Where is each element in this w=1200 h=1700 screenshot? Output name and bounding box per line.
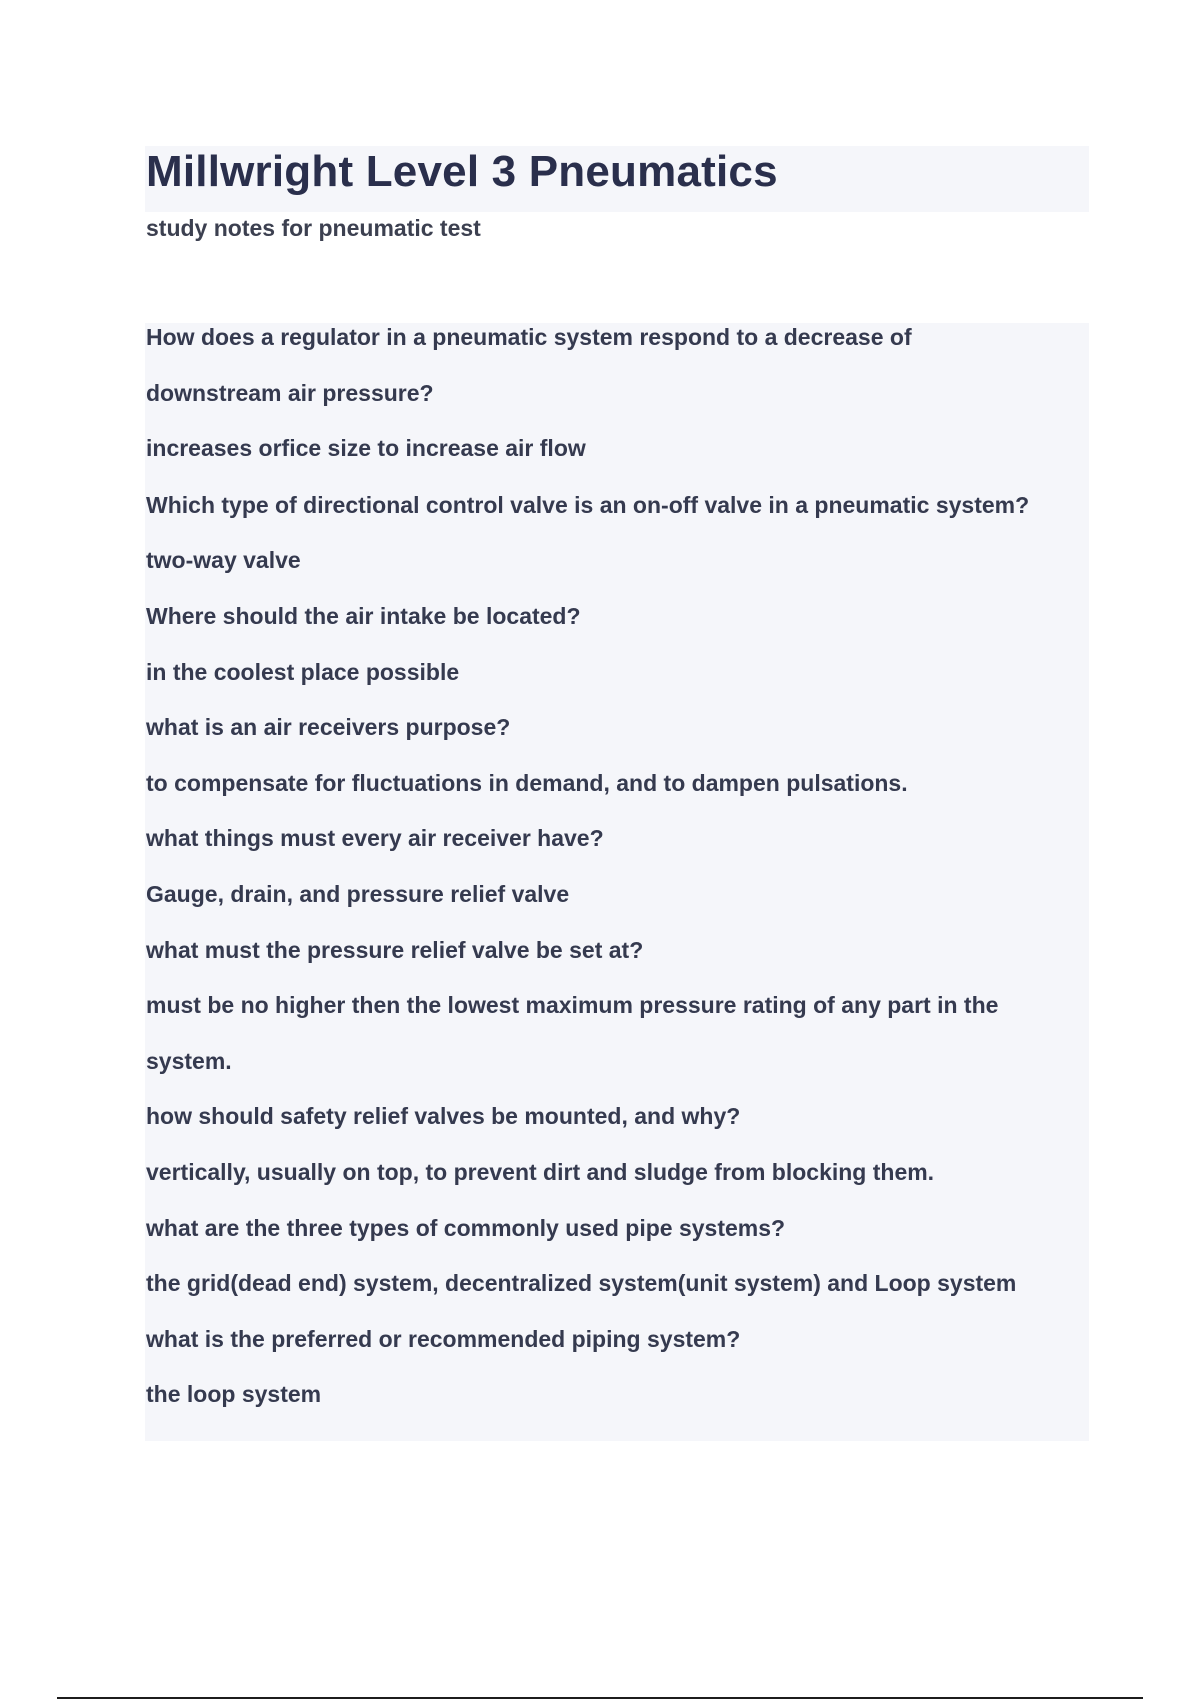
document-title: Millwright Level 3 Pneumatics [146, 147, 778, 196]
question-line: Where should the air intake be located? [146, 603, 581, 629]
answer-line: the loop system [146, 1381, 322, 1407]
answer-line: in the coolest place possible [146, 659, 460, 685]
question-line: what are the three types of commonly used pipe systems? [146, 1215, 786, 1241]
answer-line: system. [146, 1048, 232, 1074]
question-line: how should safety relief valves be mounted, and why? [146, 1103, 741, 1129]
answer-line: to compensate for fluctuations in demand, and to dampen pulsations. [146, 770, 908, 796]
question-line: what is an air receivers purpose? [146, 714, 511, 740]
question-line: what must the pressure relief valve be set at? [146, 937, 644, 963]
question-line: downstream air pressure? [146, 380, 434, 406]
answer-line: vertically, usually on top, to prevent dirt and sludge from blocking them. [146, 1159, 935, 1185]
answer-line: the grid(dead end) system, decentralized system(unit system) and Loop system [146, 1270, 1017, 1296]
document-subtitle: study notes for pneumatic test [146, 215, 481, 241]
question-line: How does a regulator in a pneumatic system respond to a decrease of [146, 324, 912, 350]
question-line: Which type of directional control valve is an on-off valve in a pneumatic system? [146, 492, 1030, 518]
answer-line: Gauge, drain, and pressure relief valve [146, 881, 570, 907]
answer-line: two-way valve [146, 547, 301, 573]
question-line: what is the preferred or recommended piping system? [146, 1326, 741, 1352]
answer-line: must be no higher then the lowest maximum pressure rating of any part in the [146, 992, 999, 1018]
footer-divider [57, 1697, 1143, 1699]
question-line: what things must every air receiver have? [146, 825, 604, 851]
answer-line: increases orfice size to increase air flow [146, 435, 586, 461]
